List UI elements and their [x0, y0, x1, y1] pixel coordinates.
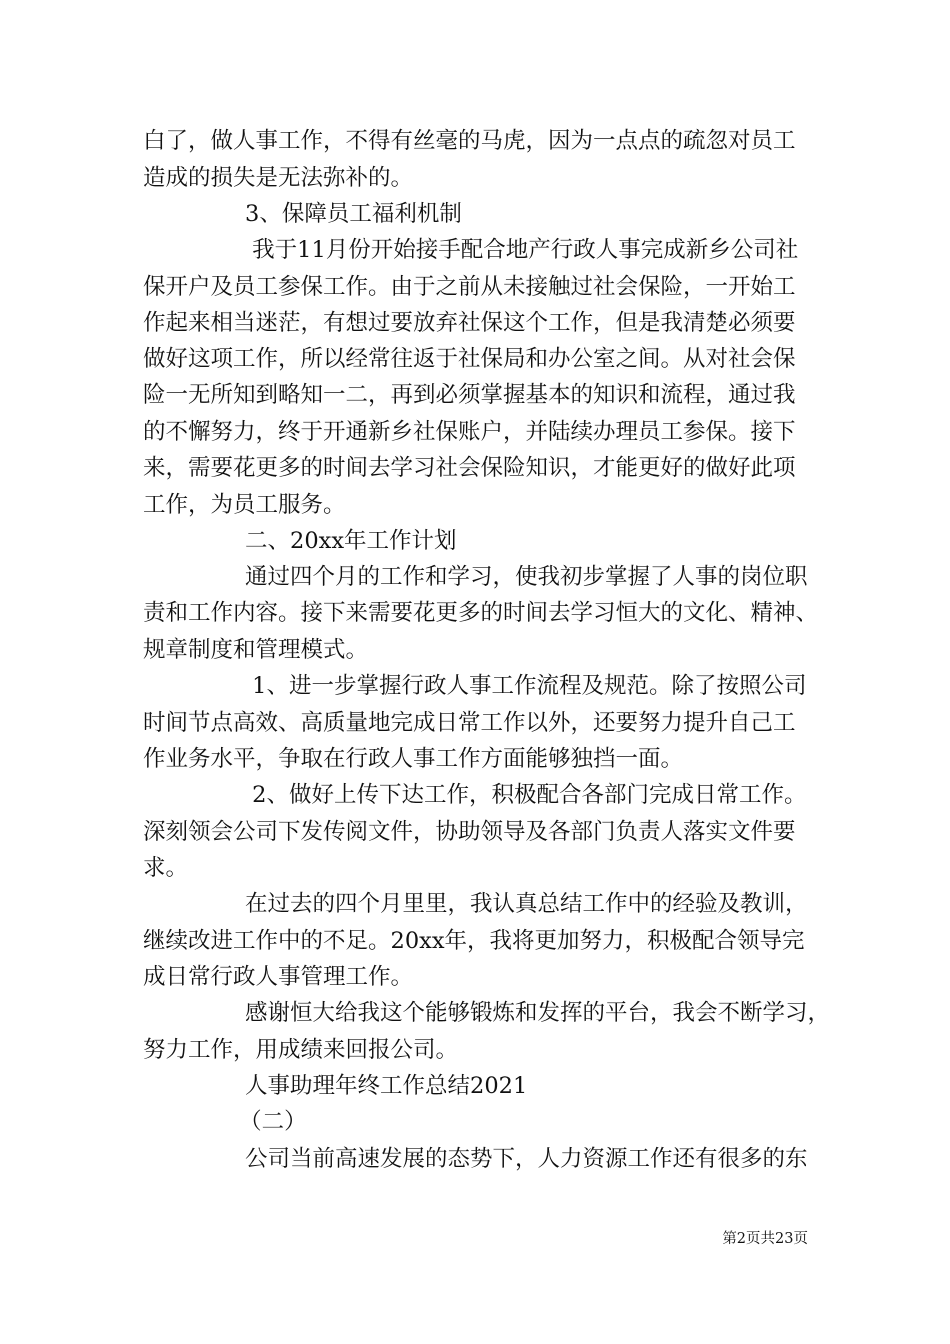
text-line: 作起来相当迷茫，有想过要放弃社保这个工作，但是我清楚必须要 [143, 310, 796, 336]
text-line: 我于11月份开始接手配合地产行政人事完成新乡公司社 [245, 237, 799, 263]
text-line: 成日常行政人事管理工作。 [143, 964, 414, 990]
text-line: 险一无所知到略知一二，再到必须掌握基本的知识和流程，通过我 [143, 382, 796, 408]
text-line: 2、做好上传下达工作，积极配合各部门完成日常工作。 [245, 782, 807, 808]
text-line: 1、进一步掌握行政人事工作流程及规范。除了按照公司 [245, 673, 807, 699]
text-line: 来，需要花更多的时间去学习社会保险知识，才能更好的做好此项 [143, 455, 796, 481]
text-line: 在过去的四个月里里，我认真总结工作中的经验及教训， [245, 891, 808, 917]
subtitle: （二） [232, 1109, 307, 1135]
text-line: 做好这项工作，所以经常往返于社保局和办公室之间。从对社会保 [143, 346, 796, 372]
document-title: 人事助理年终工作总结2021 [245, 1073, 528, 1099]
text-line: 保开户及员工参保工作。由于之前从未接触过社会保险，一开始工 [143, 274, 796, 300]
text-line: 白了，做人事工作，不得有丝毫的马虎，因为一点点的疏忽对员工 [143, 128, 796, 154]
text-line: 的不懈努力，终于开通新乡社保账户，并陆续办理员工参保。接下 [143, 419, 796, 445]
text-line: 努力工作，用成绩来回报公司。 [143, 1037, 459, 1063]
section-heading: 3、保障员工福利机制 [245, 201, 462, 227]
text-line: 深刻领会公司下发传阅文件，协助领导及各部门负责人落实文件要 [143, 819, 796, 845]
text-line: 时间节点高效、高质量地完成日常工作以外，还要努力提升自己工 [143, 710, 796, 736]
text-line: 通过四个月的工作和学习，使我初步掌握了人事的岗位职 [245, 564, 808, 590]
page-number: 第2页共23页 [722, 1231, 808, 1247]
text-line: 责和工作内容。接下来需要花更多的时间去学习恒大的文化、精神、 [143, 600, 819, 626]
text-line: 求。 [143, 855, 189, 881]
text-line: 继续改进工作中的不足。20xx年，我将更加努力，积极配合领导完 [143, 928, 805, 954]
text-line: 感谢恒大给我这个能够锻炼和发挥的平台，我会不断学习， [245, 1000, 831, 1026]
text-line: 规章制度和管理模式。 [143, 637, 369, 663]
text-line: 作业务水平，争取在行政人事工作方面能够独挡一面。 [143, 746, 684, 772]
text-line: 公司当前高速发展的态势下，人力资源工作还有很多的东 [245, 1146, 808, 1172]
section-heading: 二、20xx年工作计划 [245, 528, 457, 554]
text-line: 造成的损失是无法弥补的。 [143, 165, 414, 191]
text-line: 工作，为员工服务。 [143, 492, 346, 518]
